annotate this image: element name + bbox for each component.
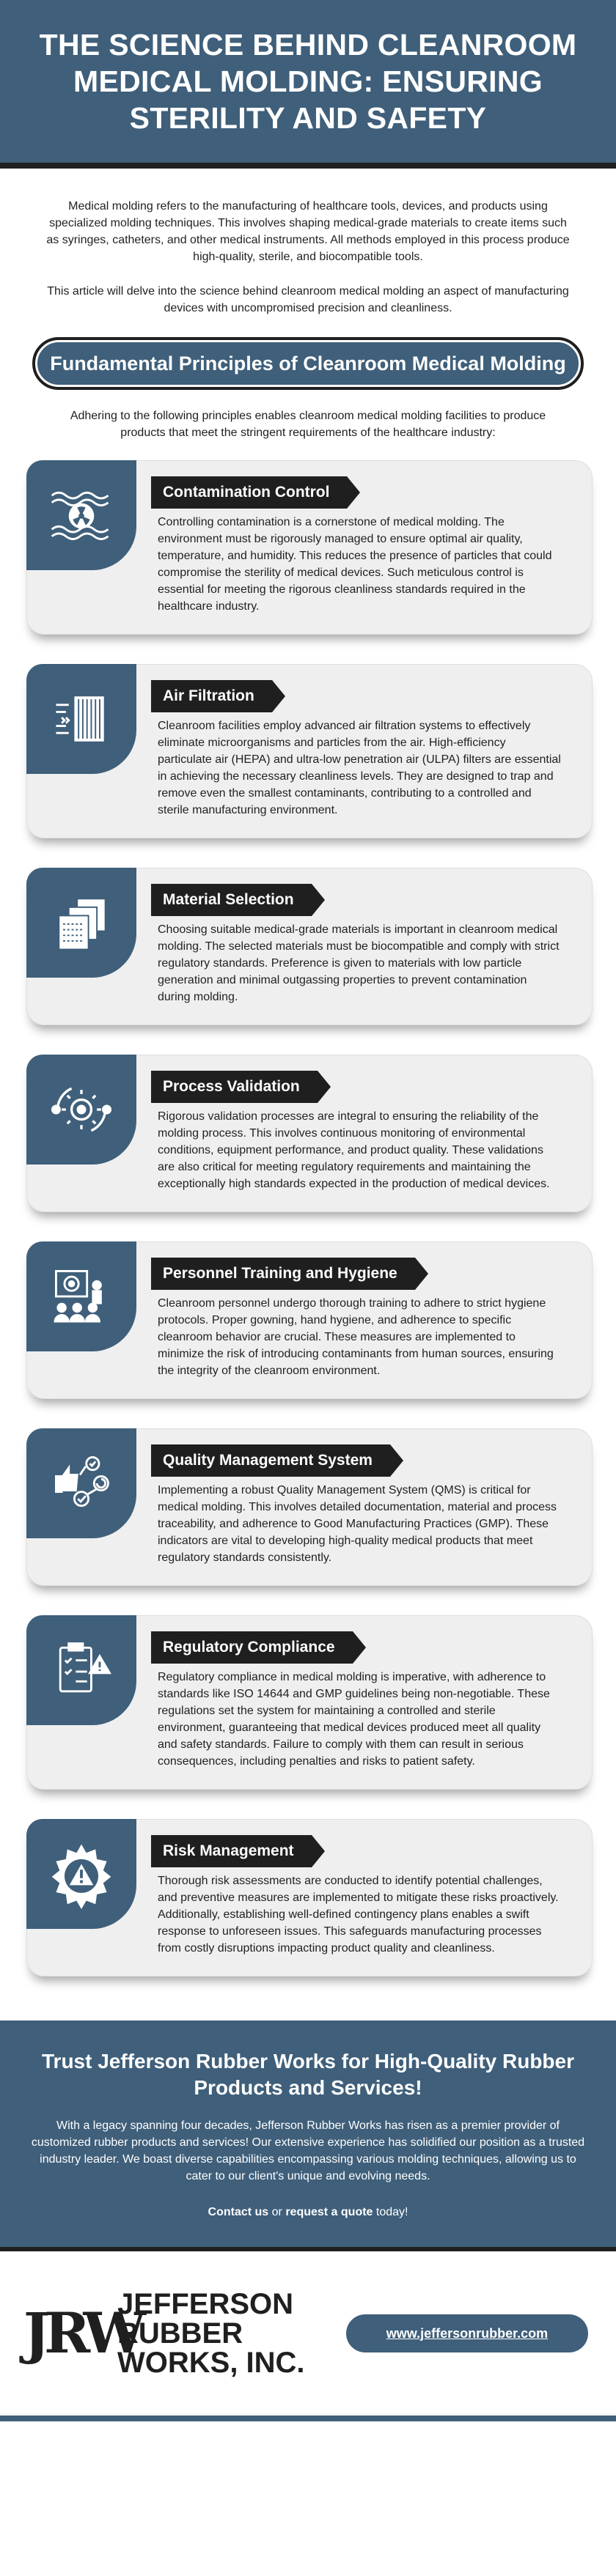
contact-us-link[interactable]: Contact us (208, 2206, 269, 2218)
logo-mark: JRW (23, 2300, 140, 2366)
header-banner (0, 0, 616, 169)
card-body: Implementing a robust Quality Management System (QMS) is critical for medical molding. This involves detailed documentation, material and process traceability, and adherence to Good Manufacturing Practices (GMP). These indicators are vital to developing high-quality medical products that meet regulatory standards consistently. (158, 1484, 557, 1564)
cta-or-text: or (268, 2206, 286, 2218)
intro-paragraph-2: This article will delve into the science behind cleanroom medical molding an aspect of manufacturing devices with uncompromised precision and cleanliness. (47, 285, 569, 314)
risk-warning-gear-icon (26, 1819, 136, 1929)
principle-card-air-filtration (26, 664, 593, 838)
principle-card-material-selection (26, 868, 593, 1025)
principle-card-contamination-control (26, 460, 593, 635)
card-title: Material Selection (151, 884, 312, 916)
logo-line-2: RUBBER (117, 2317, 243, 2350)
principle-card-process-validation (26, 1055, 593, 1212)
card-body: Thorough risk assessments are conducted to identify potential challenges, and preventive measures are implemented to mitigate these risks proactively. Additionally, establishing well-defined contingency plans enables a swift response to unforeseen issues. This safeguards manufacturing processes from costly disruptions impacting product quality and cleanliness. (158, 1875, 559, 1955)
request-quote-link[interactable]: request a quote (285, 2206, 373, 2218)
material-samples-icon (26, 868, 136, 978)
card-title: Process Validation (151, 1071, 318, 1103)
intro-section (0, 169, 616, 317)
compliance-clipboard-icon (26, 1615, 136, 1725)
logo-line-1: JEFFERSON (117, 2288, 294, 2320)
website-url-button[interactable]: www.jeffersonrubber.com (346, 2314, 588, 2352)
cta-title: Trust Jefferson Rubber Works for High-Quality Rubber Products and Services! (41, 2050, 574, 2099)
page-title: THE SCIENCE BEHIND CLEANROOM MEDICAL MOLDING: ENSURING STERILITY AND SAFETY (39, 28, 577, 135)
card-title: Personnel Training and Hygiene (151, 1258, 415, 1290)
footer (0, 2251, 616, 2421)
training-presentation-icon (26, 1241, 136, 1351)
cta-today-text: today! (373, 2206, 408, 2218)
card-title: Contamination Control (151, 476, 347, 509)
section-lead: Adhering to the following principles enables cleanroom medical molding facilities to produce products that meet the stringent requirements of the healthcare industry: (70, 410, 546, 439)
card-body: Rigorous validation processes are integral to ensuring the reliability of the molding process. This involves continuous monitoring of environmental conditions, equipment performance, and product quality. These validations are also critical for meeting regulatory requirements and maintaining the exceptionally high standards expected in the production of medical devices. (158, 1110, 550, 1190)
card-title: Risk Management (151, 1835, 312, 1867)
intro-paragraph-1: Medical molding refers to the manufacturing of healthcare tools, devices, and products using specialized molding techniques. This involves shaping medical-grade materials to create items such as syringes, catheters, and other medical instruments. All methods employed in this process produce high-quality, sterile, and biocompatible tools. (46, 200, 570, 263)
cta-body: With a legacy spanning four decades, Jefferson Rubber Works has risen as a premier provider of customized rubber products and services! Our extensive experience has solidified our position as a trusted industry leader. We boast diverse capabilities encompassing various molding techniques, allowing us to cater to our client's unique and evolving needs. (31, 2119, 585, 2182)
card-body: Controlling contamination is a cornerstone of medical molding. The environment must be rigorously managed to ensure optimal air quality, temperature, and humidity. This reduces the presence of particles that could compromise the sterility of medical devices. Such meticulous control is essential for meeting the rigorous cleanliness standards required in the healthcare industry. (158, 516, 552, 613)
card-body: Cleanroom personnel undergo thorough training to adhere to strict hygiene protocols. Proper gowning, hand hygiene, and adherence to specific cleanroom behavior are crucial. These measures are implemented to minimize the risk of introducing contaminants from human sources, ensuring the integrity of the cleanroom environment. (158, 1297, 554, 1377)
biohazard-icon (26, 460, 136, 570)
principles-list (0, 441, 616, 1977)
logo-line-3: WORKS, INC. (117, 2347, 305, 2379)
section-heading-wrap (0, 340, 616, 387)
principle-card-personnel-training (26, 1241, 593, 1399)
cta-contact-line (29, 2204, 587, 2221)
card-body: Choosing suitable medical-grade materials is important in cleanroom medical molding. The selected materials must be biocompatible and comply with strict regulatory standards. Preference is given to materials with low particle generation and minimal outgassing properties to prevent contamination during molding. (158, 923, 560, 1003)
logo-wordmark (117, 2289, 305, 2377)
principle-card-risk-management (26, 1819, 593, 1977)
company-logo[interactable] (23, 2289, 305, 2377)
card-body: Regulatory compliance in medical molding is imperative, with adherence to standards like ISO 14644 and GMP guidelines being non-negotiable. These regulations set the system for maintaining a controlled and sterile environment, guaranteeing that medical devices produced meet all quality and safety standards. Failure to comply with them can result in serious consequences, including penalties and risks to patient safety. (158, 1671, 550, 1768)
cta-section (0, 2020, 616, 2251)
card-title: Air Filtration (151, 680, 272, 712)
air-filter-icon (26, 664, 136, 774)
section-heading: Fundamental Principles of Cleanroom Medical Molding (35, 340, 581, 387)
card-title: Quality Management System (151, 1444, 390, 1477)
principle-card-regulatory-compliance (26, 1615, 593, 1790)
quality-thumbs-up-icon (26, 1428, 136, 1538)
card-title: Regulatory Compliance (151, 1631, 353, 1664)
process-gear-icon (26, 1055, 136, 1165)
card-body: Cleanroom facilities employ advanced air filtration systems to effectively eliminate microorganisms and particles from the air. High-efficiency particulate air (HEPA) and ultra-low penetration air (ULPA) filters are essential in achieving the necessary cleanliness levels. They are designed to trap and remove even the smallest contaminants, contributing to a controlled and sterile manufacturing environment. (158, 720, 561, 816)
principle-card-quality-management (26, 1428, 593, 1586)
